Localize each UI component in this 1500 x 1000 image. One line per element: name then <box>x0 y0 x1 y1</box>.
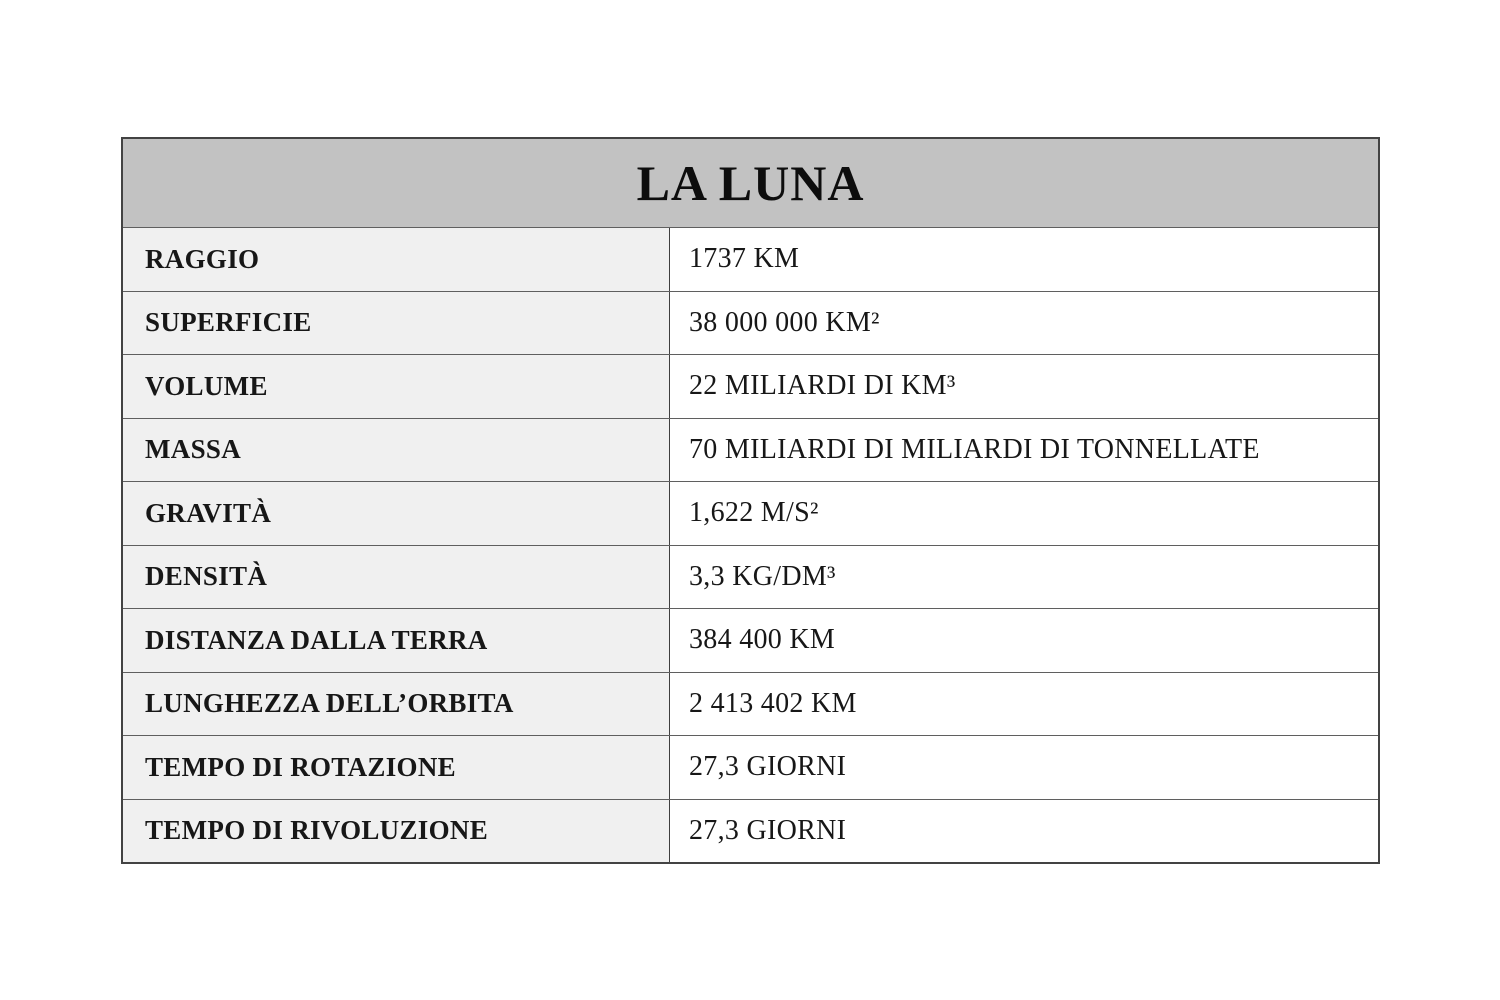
row-value-cell <box>669 609 1378 672</box>
row-value-cell <box>669 419 1378 482</box>
row-value: 2 413 402 KM <box>689 687 857 719</box>
row-label: MASSA <box>145 434 242 465</box>
table-row <box>123 418 1378 482</box>
row-label-cell <box>123 228 669 291</box>
row-value-cell <box>669 228 1378 291</box>
table-row <box>123 227 1378 291</box>
row-label-cell <box>123 800 669 863</box>
row-label-cell <box>123 292 669 355</box>
row-value: 70 MILIARDI DI MILIARDI DI TONNELLATE <box>689 433 1260 465</box>
row-label: GRAVITÀ <box>145 497 272 528</box>
row-value-cell <box>669 292 1378 355</box>
row-label: DENSITÀ <box>145 561 268 592</box>
row-label: LUNGHEZZA DELL’ORBITA <box>145 688 514 719</box>
row-label-cell <box>123 355 669 418</box>
row-label: TEMPO DI RIVOLUZIONE <box>145 815 488 846</box>
row-label-cell <box>123 609 669 672</box>
row-value: 22 MILIARDI DI KM³ <box>689 370 956 402</box>
table-row <box>123 799 1378 863</box>
row-label: SUPERFICIE <box>145 307 312 338</box>
table-row <box>123 481 1378 545</box>
row-value: 3,3 KG/DM³ <box>689 560 836 592</box>
row-value: 27,3 GIORNI <box>689 751 847 783</box>
row-value: 1737 KM <box>689 243 800 275</box>
table-title: LA LUNA <box>636 155 865 211</box>
row-label: DISTANZA DALLA TERRA <box>145 624 488 655</box>
row-label-cell <box>123 546 669 609</box>
table-row <box>123 291 1378 355</box>
table-row <box>123 354 1378 418</box>
table-row <box>123 608 1378 672</box>
row-label-cell <box>123 419 669 482</box>
table-row <box>123 545 1378 609</box>
moon-data-table <box>121 137 1380 864</box>
row-value-cell <box>669 736 1378 799</box>
row-value: 384 400 KM <box>689 624 836 656</box>
table-row <box>123 672 1378 736</box>
row-value-cell <box>669 546 1378 609</box>
row-label: RAGGIO <box>145 243 260 274</box>
row-value-cell <box>669 673 1378 736</box>
row-label: TEMPO DI ROTAZIONE <box>145 751 456 782</box>
row-value: 27,3 GIORNI <box>689 814 847 846</box>
row-value-cell <box>669 355 1378 418</box>
row-value: 1,622 M/S² <box>689 497 819 529</box>
row-label-cell <box>123 673 669 736</box>
row-value-cell <box>669 482 1378 545</box>
row-value: 38 000 000 KM² <box>689 306 880 338</box>
table-row <box>123 735 1378 799</box>
row-label-cell <box>123 736 669 799</box>
table-header <box>123 139 1378 227</box>
row-label: VOLUME <box>145 370 268 401</box>
row-value-cell <box>669 800 1378 863</box>
row-label-cell <box>123 482 669 545</box>
